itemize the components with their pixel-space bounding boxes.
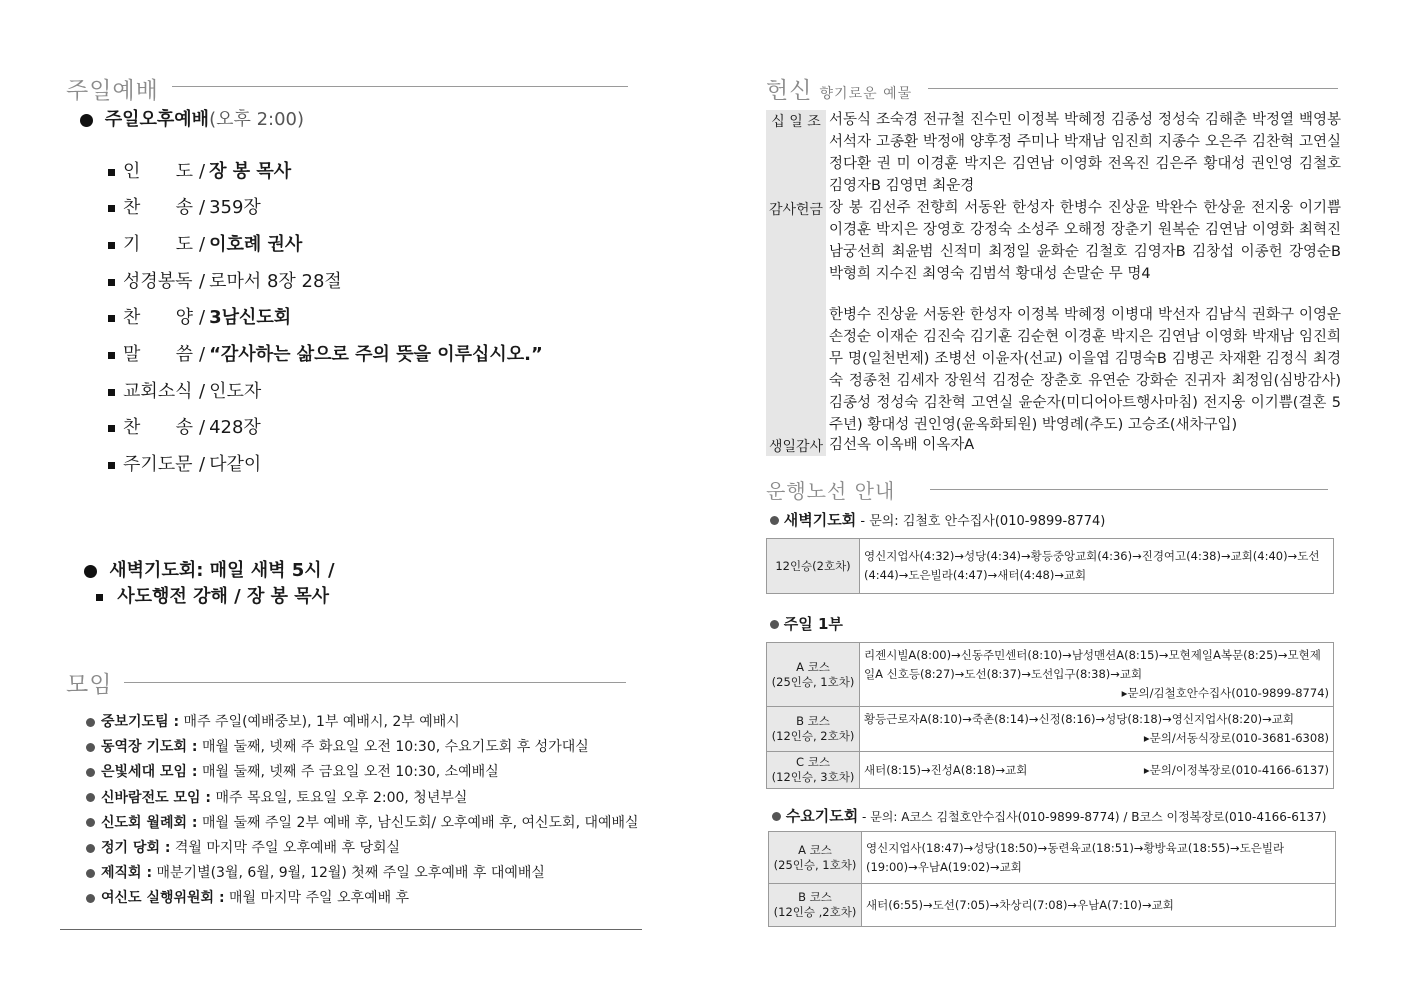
route-cell: 영신지업사(4:32)→성당(4:34)→황등중앙교회(4:36)→진경여고(4:38)→교회(4:40)→도선(4:44)→도은빌라(4:47)→새터(4:48)→교회 xyxy=(860,539,1334,594)
table-row xyxy=(769,884,1336,927)
bullet-square-icon xyxy=(108,205,115,212)
order-value: 로마서 8장 28절 xyxy=(209,271,342,292)
wednesday-route-table xyxy=(768,831,1336,927)
birthday-names: 김선옥 이옥배 이옥자A xyxy=(829,437,975,453)
bullet-square-icon xyxy=(108,169,115,176)
dawn-sermon-text: 사도행전 강해 / 장 봉 목사 xyxy=(117,586,330,607)
order-label: 찬 송 xyxy=(123,417,193,438)
worship-section-title: 주일예배 xyxy=(66,78,159,104)
worship-title-divider xyxy=(172,86,628,87)
meeting-item xyxy=(86,761,499,781)
wednesday-route-contact: - 문의: A코스 김철호안수집사(010-9899-8774) / B코스 이정복장로(010-4166-6137) xyxy=(858,810,1327,824)
meeting-item xyxy=(86,711,460,731)
order-item xyxy=(108,267,342,293)
meeting-item xyxy=(86,862,545,882)
bullet-dot-icon xyxy=(86,793,95,802)
route-contact: ▸문의/서동식장로(010-3681-6308) xyxy=(1143,731,1329,745)
dawn-prayer-line xyxy=(84,556,335,582)
meeting-detail: 매주 목요일, 토요일 오후 2:00, 청년부실 xyxy=(211,789,468,806)
dawn-route-table xyxy=(766,538,1334,594)
sunday-route-heading xyxy=(770,613,843,634)
order-label: 주기도문 xyxy=(123,454,193,475)
left-bottom-rule xyxy=(60,929,642,930)
meeting-name: 여신도 실행위원회 : xyxy=(101,890,225,907)
order-label: 인 도 xyxy=(123,161,193,182)
bullet-square-icon xyxy=(108,279,115,286)
wednesday-route-name: 수요기도회 xyxy=(785,807,859,825)
course-vehicle: (25인승, 1호차) xyxy=(771,674,855,689)
course-cell xyxy=(769,832,862,884)
order-value: 428장 xyxy=(209,417,261,438)
course-vehicle: (12인승 ,2호차) xyxy=(773,905,857,920)
bullet-square-icon xyxy=(108,389,115,396)
thanks-names-1: 장 봉 김선주 전향희 서동완 한성자 한병수 진상윤 박완수 한상윤 전지웅 이기쁨 이경훈 박지은 장영호 강정숙 소성주 오해정 장춘기 원복순 김연남 이영화 최혁진 남궁선희 최윤범 신적미 최정일 윤화순 김철호 김영자B 김창섭 이종헌 강영순B 박형희 지수진 최영숙 김범석 황대성 손말순 무 명4 xyxy=(829,200,1341,282)
separator: / xyxy=(199,454,206,475)
thanks-names-2: 한병수 진상윤 서동완 한성자 이정복 박혜정 이병대 박선자 김남식 권화구 이영운 손정순 이재순 김진숙 김기훈 김순현 이경훈 박지은 김연남 이영화 박재남 임진희 무 명(일천번제) 조병선 이윤자(선교) 이을엽 김명숙B 김병곤 차재환 김정식 최경숙 정종천 김세자 장원석 김정순 장춘호 유연순 강화순 진귀자 최정임(심방감사) 김종성 정성숙 김찬혁 고연실 윤순자(미디어아트행사마침) 전지웅 이기쁨(결혼 5주년) 황대성 권인영(윤옥화퇴원) 박영례(추도) 고승조(새차구입) xyxy=(829,307,1341,433)
offering-label-column xyxy=(766,110,826,456)
bullet-square-icon xyxy=(108,315,115,322)
routes-section-title: 운행노선 안내 xyxy=(766,479,896,503)
bullet-square-icon xyxy=(96,594,103,601)
separator: / xyxy=(199,307,206,328)
order-value: 다같이 xyxy=(209,454,262,475)
meeting-detail: 매월 마지막 주일 오후예배 후 xyxy=(224,890,410,907)
order-label: 성경봉독 xyxy=(123,271,193,292)
route-contact: ▸문의/이정복장로(010-4166-6137) xyxy=(1143,762,1329,777)
meeting-item xyxy=(86,787,467,807)
course-name: C 코스 xyxy=(796,755,830,769)
dawn-sermon-line xyxy=(96,582,329,608)
meeting-detail: 매분기별(3월, 6월, 9월, 12월) 첫째 주일 오후예배 후 대예배실 xyxy=(152,865,545,882)
meeting-detail: 격월 마지막 주일 오후예배 후 당회실 xyxy=(170,840,401,856)
order-item xyxy=(108,193,261,219)
dawn-route-heading xyxy=(770,509,1105,530)
afternoon-service-heading xyxy=(80,105,304,131)
service-name: 주일오후예배 xyxy=(104,109,210,130)
course-name: B 코스 xyxy=(796,714,830,728)
order-item xyxy=(108,450,261,476)
service-time: (오후 2:00) xyxy=(209,109,305,130)
course-vehicle: (25인승, 1호차) xyxy=(773,857,857,872)
offering-title: 헌신 xyxy=(766,78,813,104)
dawn-prayer-text: 새벽기도회: 매일 새벽 5시 / xyxy=(109,560,335,581)
wednesday-route-heading xyxy=(772,805,1326,826)
course-name: A 코스 xyxy=(798,842,832,857)
route-text: 새터(8:15)→진성A(8:18)→교회 xyxy=(864,762,1028,777)
separator: / xyxy=(199,381,206,402)
thanks-label: 감사헌금 xyxy=(768,202,824,218)
tithe-names: 서동식 조숙경 전규철 진수민 이정복 박혜정 김종성 정성숙 김해춘 박정열 백영봉 서석자 고종환 박정애 양후정 주미나 박재남 임진희 지종수 오은주 김찬혁 고연실 정다환 권 미 이경훈 박지은 김연남 이영화 전옥진 김은주 황대성 권인영 김철호 김영자B 김영면 최운경 xyxy=(829,112,1341,194)
course-vehicle: (12인승, 2호차) xyxy=(771,729,855,743)
order-item xyxy=(108,413,261,439)
route-cell xyxy=(860,643,1334,707)
route-cell: 새터(6:55)→도선(7:05)→차상리(7:08)→우남A(7:10)→교회 xyxy=(862,884,1336,927)
bullet-square-icon xyxy=(108,462,115,469)
meeting-name: 정기 당회 : xyxy=(101,840,171,856)
dawn-route-name: 새벽기도회 xyxy=(783,511,857,529)
route-cell: 영신지업사(18:47)→성당(18:50)→동련육교(18:51)→황방육교(18:55)→도은빌라(19:00)→우남A(19:02)→교회 xyxy=(862,832,1336,884)
offering-section-title xyxy=(766,72,912,105)
meeting-item xyxy=(86,837,400,857)
course-cell xyxy=(769,884,862,927)
meeting-name: 중보기도팀 : xyxy=(101,714,180,730)
separator: / xyxy=(199,271,206,292)
route-text: 황등근로자A(8:10)→죽촌(8:14)→신정(8:16)→성당(8:18)→영신지업사(8:20)→교회 xyxy=(864,712,1294,726)
meetings-section-title: 모임 xyxy=(66,672,113,698)
course-cell xyxy=(767,643,860,707)
meeting-name: 신도회 월례회 : xyxy=(101,814,198,831)
bullet-dot-icon xyxy=(770,516,779,525)
table-row xyxy=(767,643,1334,707)
table-row xyxy=(767,539,1334,594)
meeting-name: 신바람전도 모임 : xyxy=(101,789,212,806)
bullet-square-icon xyxy=(108,352,115,359)
meeting-item xyxy=(86,887,409,907)
meeting-name: 동역장 기도회 : xyxy=(101,739,198,756)
course-cell xyxy=(767,752,860,789)
sunday-route-table xyxy=(766,642,1334,789)
sunday-route-name: 주일 1부 xyxy=(783,615,843,633)
order-label: 찬 송 xyxy=(123,197,193,218)
route-text: 리젠시빌A(8:00)→신동주민센터(8:10)→남성맨션A(8:15)→모현제일A복문(8:25)→모현제일A 신호등(8:27)→도선(8:37)→도선입구(8:38)→교회 xyxy=(864,648,1321,681)
order-item xyxy=(108,157,291,183)
bullet-dot-icon xyxy=(86,894,95,903)
bullet-dot-icon xyxy=(80,114,93,127)
meeting-detail: 매월 둘째, 넷째 주 화요일 오전 10:30, 수요기도회 후 성가대실 xyxy=(197,739,589,756)
bullet-dot-icon xyxy=(84,565,97,578)
table-row xyxy=(769,832,1336,884)
order-item xyxy=(108,230,302,256)
dawn-route-contact: - 문의: 김철호 안수집사(010-9899-8774) xyxy=(856,514,1106,529)
bullet-square-icon xyxy=(108,425,115,432)
routes-title-divider xyxy=(930,489,1328,490)
bullet-dot-icon xyxy=(770,620,779,629)
route-cell xyxy=(860,752,1334,789)
course-name: B 코스 xyxy=(798,890,832,905)
separator: / xyxy=(199,344,206,365)
order-item xyxy=(108,303,291,329)
meeting-detail: 매월 둘째, 넷째 주 금요일 오전 10:30, 소예배실 xyxy=(197,764,499,781)
order-value: 3남신도회 xyxy=(209,307,292,328)
bullet-dot-icon xyxy=(86,768,95,777)
offering-subtitle: 향기로운 예물 xyxy=(819,86,913,102)
order-value: 인도자 xyxy=(209,381,262,402)
meeting-item xyxy=(86,736,589,756)
bullet-dot-icon xyxy=(86,718,95,727)
vehicle-cell: 12인승(2호차) xyxy=(767,539,860,594)
meetings-title-divider xyxy=(124,682,626,683)
meeting-name: 은빛세대 모임 : xyxy=(101,764,198,781)
meeting-item xyxy=(86,812,639,832)
meeting-detail: 매주 주일(예배중보), 1부 예배시, 2부 예배시 xyxy=(179,714,460,730)
order-value: 359장 xyxy=(209,197,261,218)
route-cell xyxy=(860,707,1334,752)
course-name: A 코스 xyxy=(796,659,830,674)
order-item xyxy=(108,377,261,403)
order-label: 교회소식 xyxy=(123,381,193,402)
separator: / xyxy=(199,197,206,218)
bullet-dot-icon xyxy=(86,818,95,827)
course-cell xyxy=(767,707,860,752)
course-vehicle: (12인승, 3호차) xyxy=(771,770,855,784)
order-label: 기 도 xyxy=(123,234,193,255)
order-item xyxy=(108,340,543,366)
route-contact: ▸문의/김철호안수집사(010-9899-8774) xyxy=(1121,686,1329,700)
separator: / xyxy=(199,417,206,438)
separator: / xyxy=(199,234,206,255)
offering-title-divider xyxy=(928,88,1338,89)
order-value: “감사하는 삶으로 주의 뜻을 이루십시오.” xyxy=(209,344,543,365)
order-value: 장 봉 목사 xyxy=(209,161,292,182)
order-label: 말 씀 xyxy=(123,344,193,365)
bullet-dot-icon xyxy=(86,844,95,853)
tithe-label: 십 일 조 xyxy=(771,114,821,130)
order-label: 찬 양 xyxy=(123,307,193,328)
meeting-detail: 매월 둘째 주일 2부 예배 후, 남신도회/ 오후예배 후, 여신도회, 대예배실 xyxy=(197,814,639,831)
bullet-dot-icon xyxy=(86,869,95,878)
table-row xyxy=(767,752,1334,789)
bullet-dot-icon xyxy=(772,812,781,821)
birthday-label: 생일감사 xyxy=(768,439,824,455)
separator: / xyxy=(199,161,206,182)
table-row xyxy=(767,707,1334,752)
bullet-square-icon xyxy=(108,242,115,249)
bullet-dot-icon xyxy=(86,743,95,752)
meeting-name: 제직회 : xyxy=(101,865,153,882)
order-value: 이호례 권사 xyxy=(209,234,303,255)
